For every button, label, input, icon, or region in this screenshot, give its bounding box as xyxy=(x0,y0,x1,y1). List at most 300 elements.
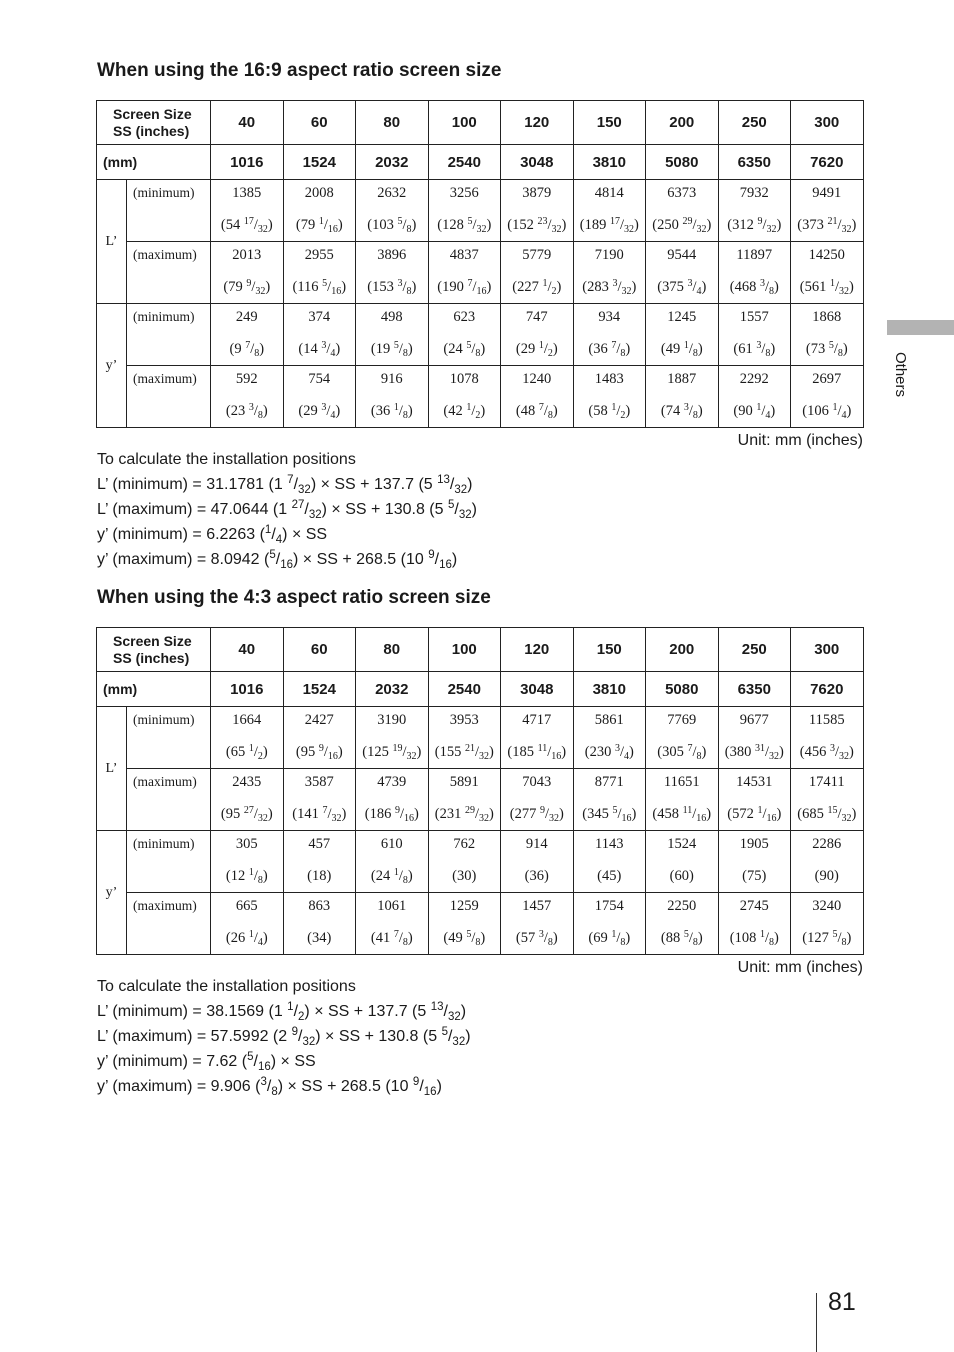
table-cell xyxy=(646,831,719,893)
fraction-numerator: 9 xyxy=(318,743,324,754)
formula-text: / xyxy=(434,551,440,568)
fraction-numerator: 7 xyxy=(611,340,617,351)
fraction-denominator: 4 xyxy=(275,534,283,546)
inch-value: (190 $^7/_{16}$) xyxy=(437,278,492,297)
mm-value: 3256 xyxy=(449,185,479,201)
mm-value: 9491 xyxy=(812,185,842,201)
table-cell xyxy=(791,366,864,428)
fraction-denominator: 16 xyxy=(476,286,487,297)
inch-whole: 49 xyxy=(448,930,463,946)
screen-size-value: 200 xyxy=(646,628,719,672)
table-row xyxy=(97,180,864,242)
fraction-numerator: 1 xyxy=(611,402,617,413)
fraction-numerator: 7 xyxy=(393,929,399,940)
fraction-numerator: 3 xyxy=(248,402,254,413)
formula-text: / xyxy=(454,501,459,518)
fraction-numerator: 5 xyxy=(247,1051,254,1063)
mm-value: 6350 xyxy=(718,672,791,707)
table-cell xyxy=(646,707,719,769)
table-cell xyxy=(211,304,284,366)
table-cell xyxy=(283,769,356,831)
fraction-numerator: 3 xyxy=(321,402,327,413)
fraction-numerator: 27 xyxy=(243,805,254,816)
inch-value: (49 $^5/_8$) xyxy=(443,929,486,948)
mm-value: 2292 xyxy=(739,371,769,387)
inch-value: (54 $^{17}/_{32}$) xyxy=(220,216,273,235)
inch-whole: 561 xyxy=(804,279,827,295)
inch-whole: 468 xyxy=(734,279,757,295)
fraction-numerator: 29 xyxy=(464,805,475,816)
table-cell xyxy=(283,707,356,769)
section-tab-label: Others xyxy=(892,352,909,398)
inch-whole: 34 xyxy=(312,930,327,946)
fraction-numerator: 1 xyxy=(683,340,689,351)
fraction-numerator: 7 xyxy=(687,743,693,754)
table-cell xyxy=(718,366,791,428)
inch-whole: 36 xyxy=(375,403,391,419)
inch-whole: 19 xyxy=(375,341,391,357)
formula-text: / xyxy=(449,476,455,493)
table-cell xyxy=(573,831,646,893)
formula-text: ) × SS + 268.5 (10 xyxy=(277,1078,413,1095)
mm-value: 2745 xyxy=(739,898,769,914)
inch-value: (36) xyxy=(524,868,549,884)
inch-whole: 74 xyxy=(665,403,681,419)
fraction-numerator: 3 xyxy=(756,340,762,351)
formula-text: ) × SS xyxy=(282,526,328,543)
fraction-numerator: 11 xyxy=(682,805,693,816)
inch-whole: 373 xyxy=(802,217,824,233)
table-row xyxy=(97,304,864,366)
fraction-denominator: 16 xyxy=(257,1061,271,1073)
header-row-mm xyxy=(97,672,864,707)
fraction-denominator: 32 xyxy=(841,813,852,824)
mm-value: 2540 xyxy=(428,145,501,180)
fraction-numerator: 5 xyxy=(467,216,473,227)
inch-whole: 69 xyxy=(593,930,608,946)
mm-value: 1240 xyxy=(522,371,552,387)
inch-whole: 41 xyxy=(375,930,391,946)
fraction-denominator: 8 xyxy=(402,937,408,948)
inch-whole: 65 xyxy=(230,744,246,760)
inch-whole: 95 xyxy=(300,744,316,760)
fraction-numerator: 29 xyxy=(682,216,693,227)
inch-whole: 42 xyxy=(448,403,463,419)
page-number: 81 xyxy=(828,1288,856,1316)
table-cell xyxy=(356,180,429,242)
table-cell xyxy=(718,769,791,831)
table-cell xyxy=(211,707,284,769)
mm-value: 7620 xyxy=(791,145,864,180)
inch-value: (34) xyxy=(307,930,332,946)
formula-text: / xyxy=(447,1028,453,1045)
inch-value: (186 $^9/_{16}$) xyxy=(364,805,419,824)
inch-value: (65 $^1/_2$) xyxy=(225,743,268,762)
formula-text: y’ (maximum) = 9.906 ( xyxy=(97,1078,261,1095)
inch-value: (14 $^3/_4$) xyxy=(298,340,341,359)
formula-line xyxy=(97,1024,471,1049)
table-cell xyxy=(501,769,574,831)
formula-text: / xyxy=(293,476,299,493)
inch-whole: 141 xyxy=(297,806,319,822)
mm-value: 1868 xyxy=(812,309,842,325)
mm-value: 3810 xyxy=(573,672,646,707)
inch-value: (12 $^1/_8$) xyxy=(225,867,268,886)
inch-value: (75) xyxy=(742,868,767,884)
inch-whole: 230 xyxy=(589,744,612,760)
inch-value: (305 $^7/_8$) xyxy=(657,743,707,762)
table-cell xyxy=(573,707,646,769)
mm-value: 17411 xyxy=(808,774,845,790)
inch-whole: 48 xyxy=(520,403,536,419)
fraction-numerator: 9 xyxy=(757,216,763,227)
inch-value: (185 $^{11}/_{16}$) xyxy=(507,743,567,762)
fraction-numerator: 9 xyxy=(291,1026,299,1038)
inch-value: (42 $^1/_2$) xyxy=(443,402,486,421)
inch-whole: 227 xyxy=(517,279,539,295)
screen-size-value: 250 xyxy=(718,628,791,672)
table-cell xyxy=(356,242,429,304)
mm-value: 610 xyxy=(380,836,403,852)
fraction-numerator: 1 xyxy=(538,340,544,351)
table-cell xyxy=(718,304,791,366)
fraction-denominator: 32 xyxy=(447,1011,461,1023)
mm-value: 914 xyxy=(525,836,548,852)
section-heading-16-9: When using the 16:9 aspect ratio screen size xyxy=(97,60,502,81)
fraction-denominator: 8 xyxy=(257,875,263,886)
inch-whole: 116 xyxy=(297,279,319,295)
table-cell xyxy=(791,769,864,831)
inch-value: (458 $^{11}/_{16}$) xyxy=(652,805,712,824)
fraction-denominator: 2 xyxy=(298,1011,305,1023)
fraction-denominator: 16 xyxy=(327,751,338,762)
mm-value: 1457 xyxy=(522,898,552,914)
table-cell xyxy=(718,180,791,242)
mm-value: 1664 xyxy=(232,712,262,728)
fraction-numerator: 5 xyxy=(447,499,455,511)
mm-value: 934 xyxy=(598,309,621,325)
table-cell xyxy=(356,893,429,955)
table-cell xyxy=(573,893,646,955)
inch-whole: 277 xyxy=(514,806,537,822)
fraction-denominator: 4 xyxy=(330,348,336,359)
mm-value: 665 xyxy=(235,898,258,914)
formula-text: / xyxy=(271,526,276,543)
mm-value: 2032 xyxy=(356,672,429,707)
fraction-denominator: 16 xyxy=(551,751,562,762)
table-cell xyxy=(428,893,501,955)
inch-whole: 30 xyxy=(457,868,472,884)
mm-value: 762 xyxy=(453,836,476,852)
inch-value: (127 $^5/_8$) xyxy=(802,929,852,948)
mm-value: 9677 xyxy=(739,712,769,728)
table-row xyxy=(97,366,864,428)
fraction-denominator: 4 xyxy=(841,410,847,421)
inch-value: (61 $^3/_8$) xyxy=(733,340,776,359)
inch-whole: 103 xyxy=(372,217,394,233)
table-cell xyxy=(718,707,791,769)
screen-size-value: 150 xyxy=(573,628,646,672)
table-cell xyxy=(573,242,646,304)
inch-whole: 61 xyxy=(738,341,753,357)
fraction-numerator: 5 xyxy=(269,549,276,561)
inch-whole: 29 xyxy=(303,403,318,419)
inch-value: (141 $^7/_{32}$) xyxy=(292,805,347,824)
table-cell xyxy=(283,180,356,242)
fraction-denominator: 16 xyxy=(439,559,452,571)
inch-value: (345 $^5/_{16}$) xyxy=(582,805,637,824)
formula-line xyxy=(97,1074,471,1099)
inch-whole: 152 xyxy=(512,217,534,233)
fraction-numerator: 1 xyxy=(756,402,762,413)
mm-value: 1905 xyxy=(739,836,769,852)
inch-value: (189 $^{17}/_{32}$) xyxy=(579,216,639,235)
mm-value: 2435 xyxy=(232,774,262,790)
table-cell xyxy=(428,707,501,769)
fraction-numerator: 5 xyxy=(393,340,399,351)
inch-value: (29 $^1/_2$) xyxy=(515,340,558,359)
inch-whole: 57 xyxy=(520,930,536,946)
table-cell xyxy=(791,242,864,304)
fraction-numerator: 1 xyxy=(542,278,548,289)
fraction-numerator: 5 xyxy=(397,216,403,227)
formula-text: / xyxy=(293,1003,299,1020)
mm-value: 1078 xyxy=(449,371,479,387)
table-row xyxy=(97,707,864,769)
section-tab-marker xyxy=(887,320,954,335)
fraction-numerator: 1 xyxy=(829,278,835,289)
inch-whole: 12 xyxy=(230,868,246,884)
fraction-denominator: 8 xyxy=(271,1086,278,1098)
inch-whole: 345 xyxy=(587,806,609,822)
fraction-denominator: 4 xyxy=(330,410,336,421)
mm-value: 4717 xyxy=(522,712,552,728)
header-row-screen-size xyxy=(97,628,864,672)
minimum-label: (minimum) xyxy=(127,831,211,893)
inch-whole: 95 xyxy=(225,806,241,822)
mm-value: 7043 xyxy=(522,774,552,790)
mm-value: 4837 xyxy=(449,247,479,263)
fraction-denominator: 32 xyxy=(478,751,489,762)
formula-text: ) × SS + 137.7 (5 xyxy=(304,1003,431,1020)
mm-value: 5080 xyxy=(646,145,719,180)
inch-value: (58 $^1/_2$) xyxy=(588,402,631,421)
fraction-numerator: 5 xyxy=(612,805,618,816)
mm-value: 2008 xyxy=(304,185,334,201)
fraction-numerator: 3 xyxy=(687,278,693,289)
mm-value: 1887 xyxy=(667,371,697,387)
mm-header: (mm) xyxy=(97,145,211,180)
inch-value: (23 $^3/_8$) xyxy=(225,402,268,421)
fraction-denominator: 8 xyxy=(692,410,698,421)
inch-whole: 685 xyxy=(802,806,824,822)
mm-value: 623 xyxy=(453,309,476,325)
table-cell xyxy=(356,769,429,831)
table-cell xyxy=(573,180,646,242)
inch-value: (26 $^1/_4$) xyxy=(225,929,268,948)
fraction-numerator: 3 xyxy=(538,929,544,940)
fraction-denominator: 8 xyxy=(692,937,698,948)
fraction-denominator: 32 xyxy=(766,224,777,235)
inch-value: (18) xyxy=(307,868,332,884)
inch-value: (103 $^5/_8$) xyxy=(367,216,417,235)
mm-value: 1557 xyxy=(739,309,769,325)
inch-whole: 283 xyxy=(587,279,609,295)
inch-whole: 75 xyxy=(747,868,762,884)
fraction-numerator: 1 xyxy=(248,929,254,940)
table-cell xyxy=(573,769,646,831)
fraction-denominator: 4 xyxy=(257,937,263,948)
screen-size-header xyxy=(97,628,211,672)
screen-size-header xyxy=(97,101,211,145)
fraction-numerator: 17 xyxy=(243,216,254,227)
screen-size-value: 60 xyxy=(283,628,356,672)
mm-value: 14250 xyxy=(808,247,845,263)
table-cell xyxy=(791,893,864,955)
fraction-denominator: 16 xyxy=(331,286,342,297)
fraction-denominator: 32 xyxy=(841,224,852,235)
fraction-numerator: 3 xyxy=(397,278,403,289)
mm-value: 1016 xyxy=(211,145,284,180)
fraction-numerator: 7 xyxy=(322,805,328,816)
section-heading-4-3: When using the 4:3 aspect ratio screen size xyxy=(97,587,491,608)
fraction-denominator: 4 xyxy=(623,751,629,762)
inch-whole: 108 xyxy=(734,930,757,946)
inch-value: (231 $^{29}/_{32}$) xyxy=(434,805,494,824)
mm-value: 1483 xyxy=(594,371,624,387)
fraction-numerator: 3 xyxy=(260,1076,267,1088)
inch-whole: 90 xyxy=(819,868,835,884)
fraction-denominator: 2 xyxy=(551,286,557,297)
formula-text: L’ (minimum) = 31.1781 (1 xyxy=(97,476,288,493)
table-cell xyxy=(646,304,719,366)
fraction-denominator: 8 xyxy=(696,751,702,762)
table-cell xyxy=(501,180,574,242)
inch-value: (373 $^{21}/_{32}$) xyxy=(797,216,857,235)
fraction-denominator: 8 xyxy=(837,348,843,359)
mm-value: 4814 xyxy=(594,185,624,201)
mm-value: 1016 xyxy=(211,672,284,707)
table-cell xyxy=(283,831,356,893)
fraction-denominator: 16 xyxy=(766,813,777,824)
screen-size-header-line1: Screen Size xyxy=(113,105,192,122)
inch-value: (69 $^1/_8$) xyxy=(588,929,631,948)
table-cell xyxy=(791,707,864,769)
table-cell xyxy=(211,366,284,428)
fraction-numerator: 9 xyxy=(412,1076,420,1088)
fraction-numerator: 9 xyxy=(428,549,435,561)
fraction-numerator: 1 xyxy=(466,402,472,413)
fraction-numerator: 21 xyxy=(827,216,838,227)
inch-whole: 305 xyxy=(662,744,684,760)
page-number-divider xyxy=(816,1293,817,1352)
table-cell xyxy=(718,893,791,955)
inch-whole: 23 xyxy=(230,403,246,419)
fraction-numerator: 17 xyxy=(609,216,620,227)
inch-whole: 79 xyxy=(228,279,243,295)
mm-value: 747 xyxy=(525,309,548,325)
inch-whole: 185 xyxy=(512,744,534,760)
fraction-denominator: 2 xyxy=(475,410,481,421)
inch-whole: 29 xyxy=(520,341,536,357)
fraction-numerator: 19 xyxy=(392,743,403,754)
table-cell xyxy=(791,831,864,893)
fraction-denominator: 8 xyxy=(475,348,481,359)
mm-value: 2540 xyxy=(428,672,501,707)
fraction-denominator: 2 xyxy=(547,348,553,359)
formula-text: ) xyxy=(467,476,473,493)
maximum-label: (maximum) xyxy=(127,769,211,831)
fraction-numerator: 5 xyxy=(466,340,472,351)
table-cell xyxy=(428,180,501,242)
fraction-denominator: 32 xyxy=(308,509,322,521)
fraction-denominator: 8 xyxy=(402,348,408,359)
fraction-denominator: 8 xyxy=(841,937,847,948)
fraction-denominator: 8 xyxy=(768,937,774,948)
inch-whole: 186 xyxy=(369,806,392,822)
fraction-denominator: 4 xyxy=(696,286,702,297)
fraction-numerator: 13 xyxy=(430,1001,444,1013)
table-cell xyxy=(501,242,574,304)
fraction-denominator: 32 xyxy=(452,1036,466,1048)
mm-value: 8771 xyxy=(594,774,624,790)
mm-header: (mm) xyxy=(97,672,211,707)
inch-whole: 458 xyxy=(657,806,679,822)
fraction-numerator: 5 xyxy=(441,1026,448,1038)
fraction-numerator: 7 xyxy=(538,402,544,413)
table-cell xyxy=(646,893,719,955)
inch-whole: 106 xyxy=(807,403,829,419)
mm-value: 6350 xyxy=(718,145,791,180)
screen-size-value: 120 xyxy=(501,628,574,672)
inch-whole: 312 xyxy=(732,217,754,233)
table-cell xyxy=(356,831,429,893)
table-cell xyxy=(646,769,719,831)
mm-value: 863 xyxy=(308,898,331,914)
inch-value: (41 $^7/_8$) xyxy=(370,929,413,948)
inch-whole: 125 xyxy=(367,744,389,760)
formula-text: L’ (minimum) = 38.1569 (1 xyxy=(97,1003,288,1020)
formula-text: ) xyxy=(460,1003,467,1020)
inch-whole: 36 xyxy=(593,341,608,357)
fraction-numerator: 3 xyxy=(321,340,327,351)
fraction-denominator: 8 xyxy=(406,286,412,297)
inch-value: (9 $^7/_8$) xyxy=(229,340,265,359)
fraction-numerator: 23 xyxy=(537,216,548,227)
fraction-denominator: 32 xyxy=(478,813,489,824)
fraction-denominator: 8 xyxy=(620,937,626,948)
mm-value: 11897 xyxy=(736,247,773,263)
mm-value: 2632 xyxy=(377,185,407,201)
inch-value: (24 $^5/_8$) xyxy=(443,340,486,359)
inch-whole: 58 xyxy=(593,403,608,419)
formula-text: / xyxy=(253,1053,258,1070)
maximum-label: (maximum) xyxy=(127,893,211,955)
fraction-denominator: 8 xyxy=(765,348,771,359)
inch-value: (30) xyxy=(452,868,477,884)
formula-text: ) × SS + 137.7 (5 xyxy=(310,476,438,493)
inch-value: (153 $^3/_8$) xyxy=(367,278,417,297)
table-cell xyxy=(428,769,501,831)
screen-size-value: 60 xyxy=(283,101,356,145)
table-row xyxy=(97,893,864,955)
fraction-denominator: 32 xyxy=(406,751,417,762)
mm-value: 1524 xyxy=(283,672,356,707)
formula-line xyxy=(97,522,477,547)
mm-value: 1259 xyxy=(449,898,479,914)
fraction-numerator: 1 xyxy=(248,867,254,878)
table-row xyxy=(97,831,864,893)
